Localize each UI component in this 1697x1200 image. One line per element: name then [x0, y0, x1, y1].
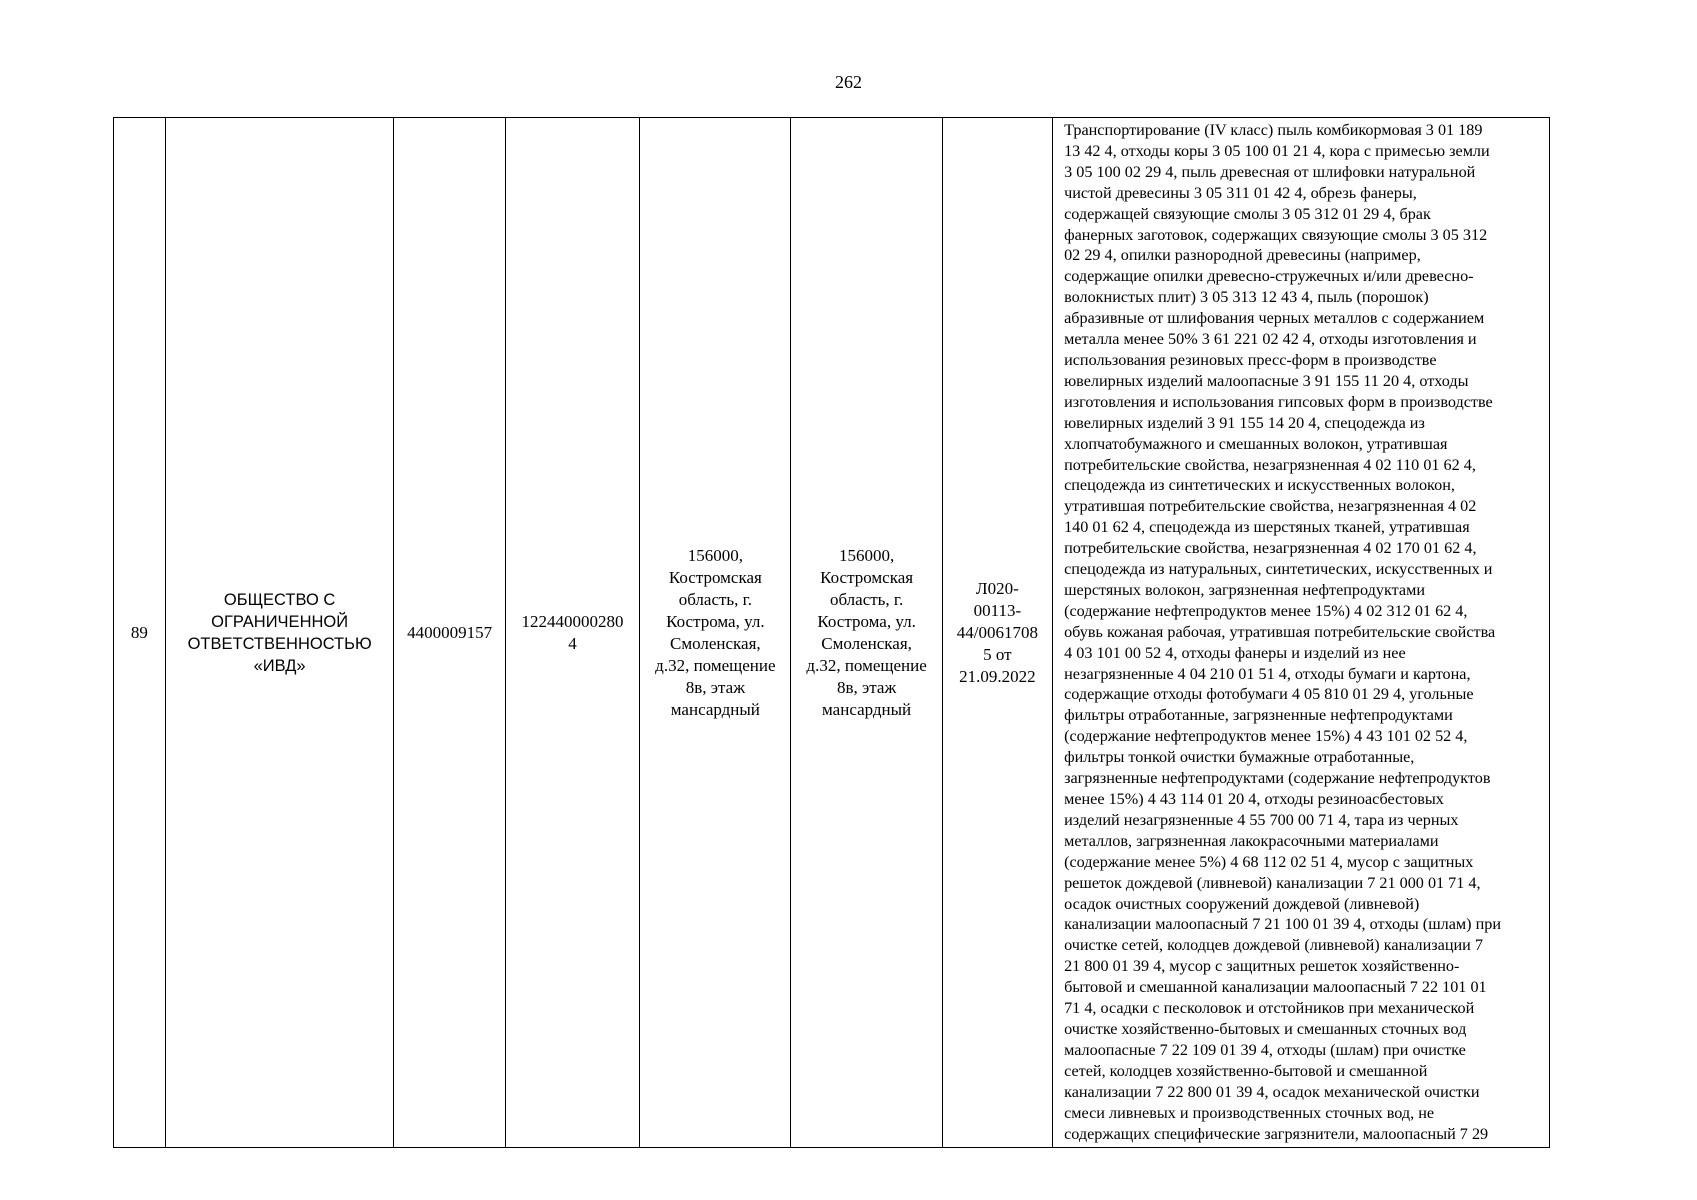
page-number: 262 [835, 72, 862, 92]
activity-address: 156000, Костромская область, г. Кострома, ул. Смоленская, д.32, помещение 8в, этаж мансардный [806, 545, 927, 719]
license-number: Л020- 00113- 44/0061708 5 от 21.09.2022 [956, 578, 1039, 686]
inn-cell [394, 118, 505, 1147]
organization-name: ОБЩЕСТВО С ОГРАНИЧЕННОЙ ОТВЕТСТВЕННОСТЬЮ «ИВД» [187, 590, 372, 675]
legal-address: 156000, Костромская область, г. Кострома, ул. Смоленская, д.32, помещение 8в, этаж мансардный [655, 545, 776, 719]
registry-table [113, 117, 1550, 1148]
row-number-cell [114, 118, 166, 1147]
legal-address-cell [640, 118, 791, 1147]
organization-name-cell [166, 118, 395, 1147]
ogrn-cell [506, 118, 641, 1147]
ogrn-value: 122440000280 4 [521, 611, 624, 653]
activity-address-cell [791, 118, 942, 1147]
waste-activities-cell [1053, 118, 1549, 1147]
waste-activities-text: Транспортирование (IV класс) пыль комбикормовая 3 01 189 13 42 4, отходы коры 3 05 100 01 21 4, кора с примесью земли 3 05 100 02 29 4, пыль древесная от шлифовки натуральной чистой древесины 3 05 311 01 42 4, обрезь фанеры, содержащей связующие смолы 3 05 312 01 29 4, брак фанерных заготовок, содержащих связующие смолы 3 05 312 02 29 4, опилки разнородной древесины (например, содержащие опилки древесно-стружечных и/или древесно- волокнистых плит) 3 05 313 12 43 4, пыль (порошок) абразивные от шлифования черных металлов с содержанием металла менее 50% 3 61 221 02 42 4, отходы изготовления и использования резиновых пресс-форм в производстве ювелирных изделий малоопасные 3 91 155 11 20 4, отходы изготовления и использования гипсовых форм в производстве ювелирных изделий 3 91 155 14 20 4, спецодежда из хлопчатобумажного и смешанных волокон, утратившая потребительские свойства, незагрязненная 4 02 110 01 62 4, спецодежда из синтетических и искусственных волокон, утратившая потребительские свойства, незагрязненная 4 02 140 01 62 4, спецодежда из шерстяных тканей, утратившая потребительские свойства, незагрязненная 4 02 170 01 62 4, спецодежда из натуральных, синтетических, искусственных и шерстяных волокон, загрязненная нефтепродуктами (содержание нефтепродуктов менее 15%) 4 02 312 01 62 4, обувь кожаная рабочая, утратившая потребительские свойства 4 03 101 00 52 4, отходы фанеры и изделий из нее незагрязненные 4 04 210 01 51 4, отходы бумаги и картона, содержащие отходы фотобумаги 4 05 810 01 29 4, угольные фильтры отработанные, загрязненные нефтепродуктами (содержание нефтепродуктов менее 15%) 4 43 101 02 52 4, фильтры тонкой очистки бумажные отработанные, загрязненные нефтепродуктами (содержание нефтепродуктов менее 15%) 4 43 114 01 20 4, отходы резиноасбестовых изделий незагрязненные 4 55 700 00 71 4, тара из черных металлов, загрязненная лакокрасочными материалами (содержание менее 5%) 4 68 112 02 51 4, мусор с защитных решеток дождевой (ливневой) канализации 7 21 000 01 71 4, осадок очистных сооружений дождевой (ливневой) канализации малоопасный 7 21 100 01 39 4, отходы (шлам) при очистке сетей, колодцев дождевой (ливневой) канализации 7 21 800 01 39 4, мусор с защитных решеток хозяйственно- бытовой и смешанной канализации малоопасный 7 22 101 01 71 4, осадки с песколовок и отстойников при механической очистке хозяйственно-бытовых и смешанных сточных вод малоопасные 7 22 109 01 39 4, отходы (шлам) при очистке сетей, колодцев хозяйственно-бытовой и смешанной канализации 7 22 800 01 39 4, осадок механической очистки смеси ливневых и производственных сточных вод, не содержащих специфические загрязнители, малоопасный 7 29 [1064, 121, 1502, 1143]
license-cell [943, 118, 1053, 1147]
row-number: 89 [130, 622, 148, 642]
inn-value: 4400009157 [407, 622, 493, 642]
